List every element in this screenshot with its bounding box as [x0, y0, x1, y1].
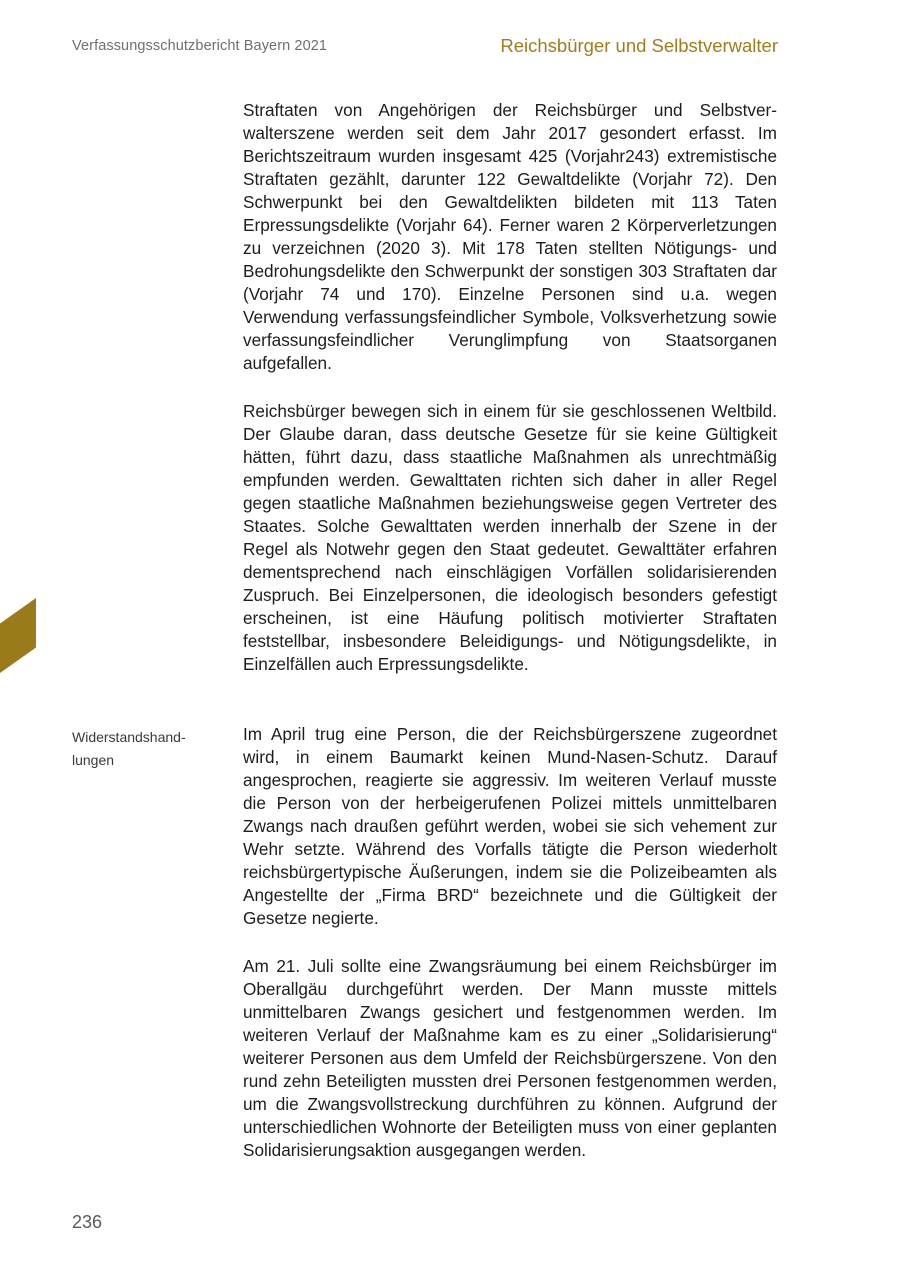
running-header-chapter-title: Reichsbürger und Selbstverwalter	[500, 35, 778, 56]
page-number: 236	[72, 1212, 103, 1232]
paragraph-3: Im April trug eine Person, die der Reichsbürgerszene zugeordnet wird, in einem Baumarkt keinen Mund-Nasen-Schutz. Darauf angesprochen, reagierte sie aggressiv. Im weiteren Verlauf musste die Person von der herbeigerufenen Polizei mittels unmittelbaren Zwangs nach draußen geführt werden, wobei sie sich vehement zur Wehr setzte. Während des Vorfalls tätigte die Person wiederholt reichsbürgertypische Äußerungen, indem sie die Polizeibeamten als Angestellte der „Firma BRD“ bezeichnete und die Gültigkeit der Gesetze negierte.	[243, 724, 777, 928]
paragraph-2: Reichsbürger bewegen sich in einem für sie geschlossenen Weltbild. Der Glaube daran, dass deutsche Gesetze für sie keine Gültigkeit hätten, führt dazu, dass staatliche Maßnahmen als unrechtmäßig empfunden werden. Gewalttaten richten sich daher in aller Regel gegen staatliche Maßnahmen beziehungsweise gegen Vertreter des Staates. Solche Gewalttaten werden innerhalb der Szene in der Regel als Notwehr gegen den Staat gedeutet. Gewalttäter erfahren dementsprechend nach einschlägigen Vorfällen solidarisierenden Zuspruch. Bei Einzelpersonen, die ideologisch besonders gefestigt erscheinen, ist eine Häufung politisch motivierter Straftaten feststellbar, insbesondere Beleidigungs- und Nötigungsdelikte, in Einzelfällen auch Erpressungsdelikte.	[243, 401, 777, 674]
margin-note: Widerstandshandlungen	[72, 729, 186, 768]
running-header-left: Verfassungsschutzbericht Bayern 2021	[72, 38, 328, 54]
paragraph-1: Straftaten von Angehörigen der Reichsbürger und Selbstverwalterszene werden seit dem Jahr 2017 gesondert erfasst. Im Berichtszeitraum wurden insgesamt 425 (Vorjahr243) extremistische Straftaten gezählt, darunter 122 Gewaltdelikte (Vorjahr 72). Den Schwerpunkt bei den Gewaltdelikten bildeten mit 113 Taten Erpressungsdelikte (Vorjahr 64). Ferner waren 2 Körperverletzungen zu verzeichnen (2020 3). Mit 178 Taten stellten Nötigungs- und Bedrohungsdelikte den Schwerpunkt der sonstigen 303 Straftaten dar (Vorjahr 74 und 170). Einzelne Personen sind u.a. wegen Verwendung verfassungsfeindlicher Symbole, Volksverhetzung sowie verfassungsfeindlicher Verunglimpfung von Staatsorganen aufgefallen.	[243, 100, 777, 373]
paragraph-4: Am 21. Juli sollte eine Zwangsräumung bei einem Reichsbürger im Oberallgäu durchgeführt werden. Der Mann musste mittels unmittelbaren Zwangs gesichert und festgenommen werden. Im weiteren Verlauf der Maßnahme kam es zu einer „Solidarisierung“ weiterer Personen aus dem Umfeld der Reichsbürgerszene. Von den rund zehn Beteiligten mussten drei Personen festgenommen werden, um die Zwangsvollstreckung durchführen zu können. Aufgrund der unterschiedlichen Wohnorte der Beteiligten muss von einer geplanten Solidarisierungsaktion ausgegangen werden.	[243, 956, 777, 1160]
chapter-marker-tab	[0, 598, 36, 673]
